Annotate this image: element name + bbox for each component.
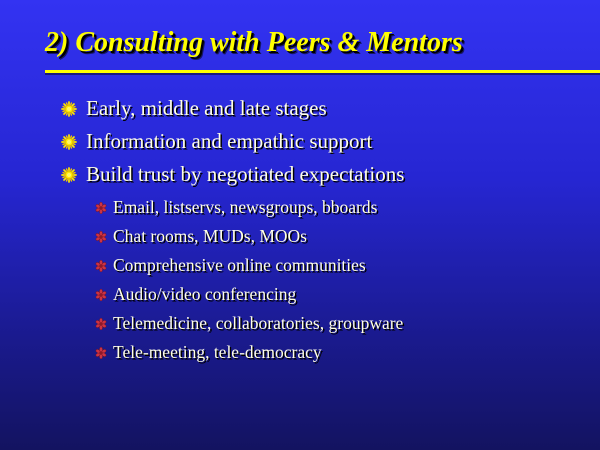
sub-bullet-item: [95, 284, 403, 305]
sunburst-icon: [61, 101, 77, 117]
title-underline-rule: [45, 70, 600, 73]
main-bullet-item: [61, 162, 404, 187]
main-bullet-text: Build trust by negotiated expectations: [86, 162, 405, 186]
sub-bullet-item: [95, 255, 403, 276]
main-bullet-item: [61, 129, 404, 154]
sub-bullet-text: Email, listservs, newsgroups, bboards: [113, 197, 378, 217]
main-bullet-text: Early, middle and late stages: [86, 96, 327, 120]
main-bullet-item: [61, 96, 404, 121]
sub-bullet-text: Tele-meeting, tele-democracy: [113, 342, 322, 362]
flower-icon: [95, 202, 107, 214]
flower-icon: [95, 260, 107, 272]
main-bullet-text: Information and empathic support: [86, 129, 373, 153]
sunburst-icon: [61, 134, 77, 150]
flower-icon: [95, 231, 107, 243]
sunburst-icon: [61, 167, 77, 183]
sub-bullet-text: Audio/video conferencing: [113, 284, 297, 304]
sub-bullet-item: [95, 197, 403, 218]
sub-bullet-item: [95, 226, 403, 247]
slide-title: 2) Consulting with Peers & Mentors: [45, 27, 463, 58]
sub-bullet-list: [95, 197, 403, 371]
sub-bullet-item: [95, 313, 403, 334]
sub-bullet-text: Telemedicine, collaboratories, groupware: [113, 313, 404, 333]
sub-bullet-text: Chat rooms, MUDs, MOOs: [113, 226, 307, 246]
sub-bullet-text: Comprehensive online communities: [113, 255, 366, 275]
flower-icon: [95, 289, 107, 301]
sub-bullet-item: [95, 342, 403, 363]
flower-icon: [95, 318, 107, 330]
main-bullet-list: [61, 96, 404, 195]
flower-icon: [95, 347, 107, 359]
